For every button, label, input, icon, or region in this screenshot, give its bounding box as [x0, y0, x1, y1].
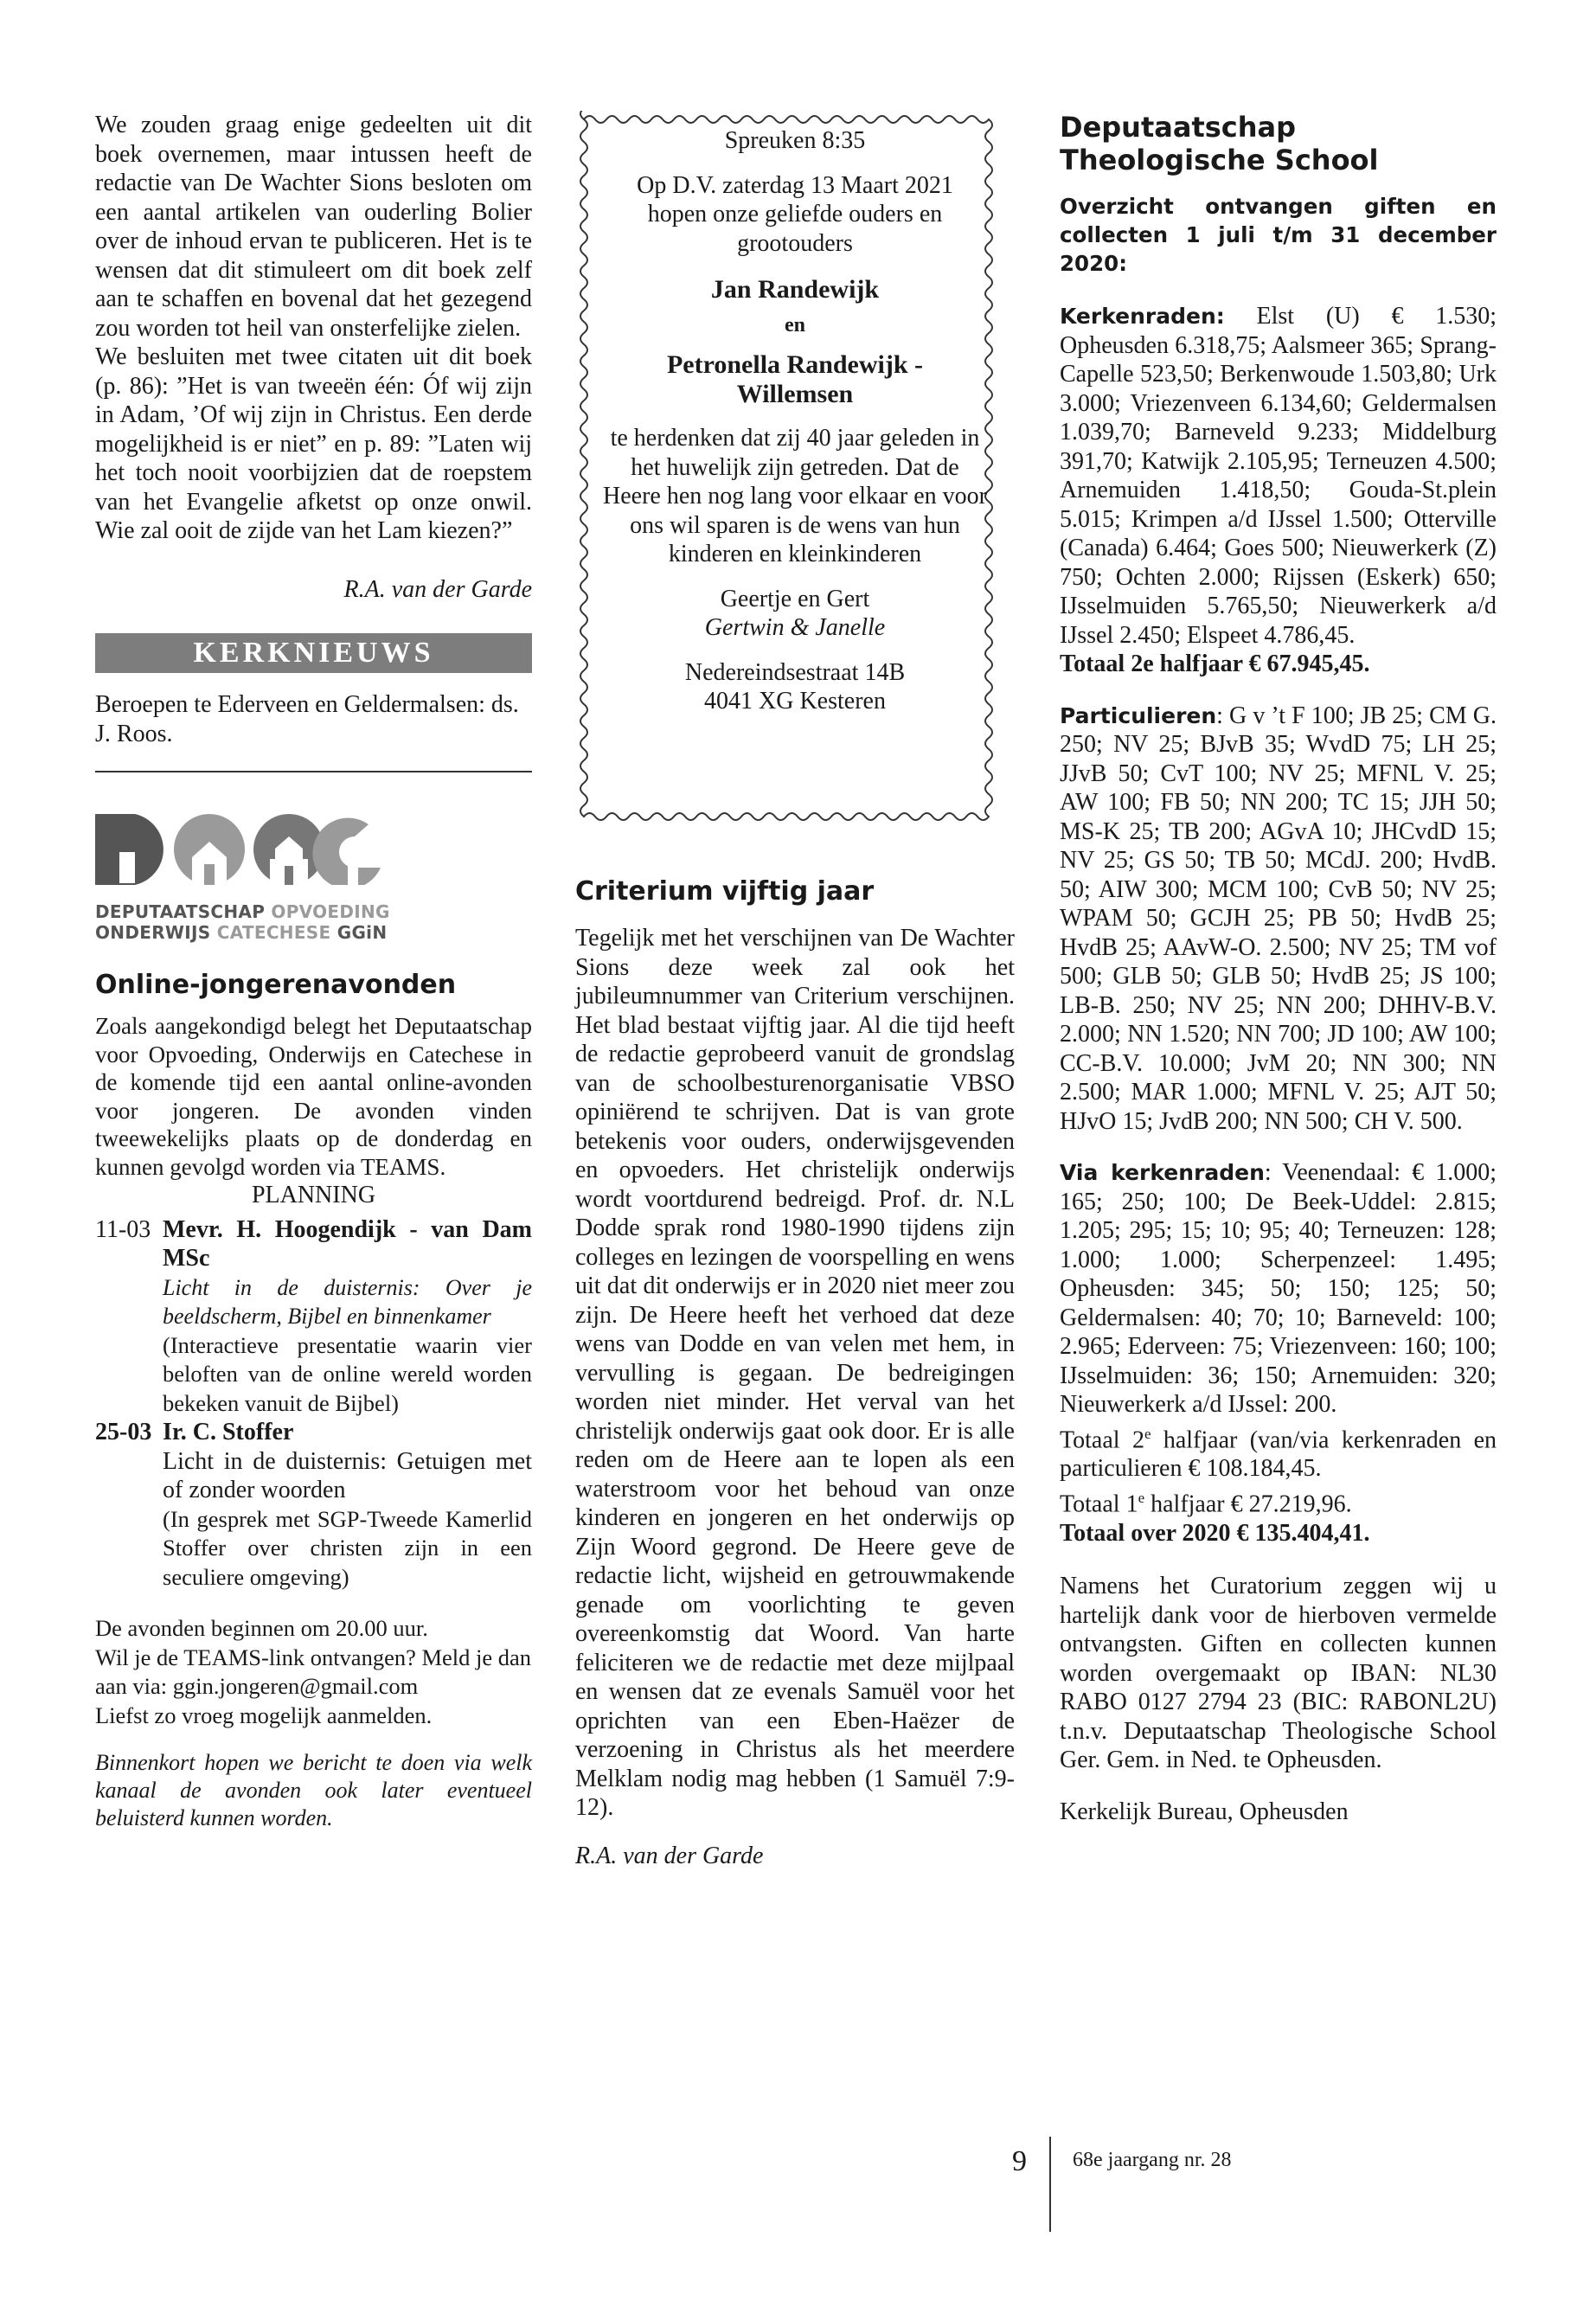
- planning-item: [95, 1215, 532, 1419]
- and-word: en: [785, 313, 805, 336]
- signup-info: Wil je de TEAMS-link ontvangen? Meld je dan aan via: ggin.jongeren@gmail.com: [95, 1644, 532, 1699]
- criterium-body: Tegelijk met het verschijnen van De Wachter Sions deze week zal ook het jubileumnummer van Criterium verschijnen. Het blad bestaat vijftig jaar. Al die tijd heeft de redactie geprobeerd vanuit de grondslag van de schoolbesturenorganisatie VBSO opiniërend te schrijven. Dat is van grote betekenis voor ouders, onderwijsgevenden en opvoeders. Het christelijk onderwijs wordt voortdurend bedreigd. Prof. dr. N.L Dodde sprak rond 1980-1990 tijdens zijn colleges en lezingen de voorspelling en wens uit dat dit onderwijs er in 2020 niet meer zou zijn. De Heere heeft het verhoed dat deze wens van Dodde en van velen met hem, in vervulling is gegaan. De bedreigingen worden niet minder. Het verval van het christelijk onderwijs gaat ook door. Er is alle reden om de Heere aan te lopen als een waterstroom voor het behoud van onze kinderen en jongeren en het onderwijs op Zijn Woord gegrond. De Heere geve de redactie licht, wijsheid en getrouwmakende genade om voorlichting te geven overeenkomstig dat Woord. Van harte feliciteren we de redactie met deze mijlpaal en wensen dat ze evenals Samuël voor het oprichten van een Eben-Haëzer de verzoening in Christus als het meerdere Melklam nodig mag hebben (1 Samuël 7:9-12).: [575, 925, 1015, 1821]
- signature: Kerkelijk Bureau, Opheusden: [1060, 1798, 1349, 1825]
- planning-speaker: Ir. C. Stoffer: [163, 1419, 294, 1445]
- criterium-author: R.A. van der Garde: [575, 1842, 764, 1869]
- online-title: Online-jongerenavonden: [95, 970, 457, 1000]
- start-time: De avonden beginnen om 20.00 uur.: [95, 1615, 428, 1641]
- deputaatschap-subtitle: Overzicht ontvangen giften en collecten 1 juli t/m 31 december 2020:: [1060, 194, 1497, 276]
- particulieren-label: Particulieren: [1060, 702, 1217, 728]
- kerknieuws-banner: KERKNIEUWS: [95, 633, 532, 673]
- divider: [95, 771, 532, 772]
- bible-verse: Spreuken 8:35: [724, 127, 866, 154]
- kerknieuws-text: Beroepen te Ederveen en Geldermalsen: ds. J. Roos.: [95, 691, 519, 747]
- logo-word: GGiN: [337, 922, 388, 943]
- book-review-quote: We besluiten met twee citaten uit dit boek (p. 86): ”Het is van tweeën één: Óf wij zijn in Adam, ’Of wij zijn in Christus. Een derde mogelijkheid is er niet” en p. 89: ”Laten wij het toch nooit voorbijzien dat de roepstem van het Evangelie afketst op onze onwil. Wie zal ooit de zijde van het Lam kiezen?”: [95, 343, 532, 544]
- via-kerkenraden-label: Via kerkenraden: [1060, 1160, 1265, 1185]
- volume-info: 68e jaargang nr. 28: [1073, 2149, 1232, 2171]
- criterium-title: Criterium vijftig jaar: [575, 876, 875, 907]
- kerkenraden-total: Totaal 2e halfjaar € 67.945,45.: [1060, 651, 1370, 677]
- superscript: e: [1144, 1425, 1151, 1442]
- kerkenraden-list: [1060, 302, 1497, 650]
- anniversary-date: Op D.V. zaterdag 13 Maart 2021 hopen onze geliefde ouders en grootouders: [637, 171, 953, 257]
- planning-label: PLANNING: [251, 1182, 376, 1208]
- column-right: [1060, 111, 1497, 1826]
- planning-description: (In gesprek met SGP-Tweede Kamerlid Stoffer over christen zijn in een seculiere omgeving): [163, 1505, 532, 1590]
- logo-word: DEPUTAATSCHAP: [95, 901, 266, 922]
- planning-item: [95, 1418, 532, 1592]
- page-number: 9: [1012, 2145, 1027, 2177]
- via-kerkenraden-list: [1060, 1158, 1497, 1420]
- address-city: 4041 XG Kesteren: [704, 688, 886, 715]
- name-husband: Jan Randewijk: [710, 275, 880, 304]
- start-info: [95, 1614, 532, 1730]
- kerkenraden-label: Kerkenraden:: [1060, 304, 1225, 329]
- total-text: halfjaar € 27.219,96.: [1144, 1490, 1352, 1518]
- total-text: Totaal 2: [1060, 1426, 1144, 1453]
- footer-divider: [1049, 2137, 1051, 2232]
- particulieren-text: : G v ’t F 100; JB 25; CM G. 250; NV 25; BJvB 35; WvdD 75; LH 25; JJvB 50; CvT 100; NV 25; MFNL V. 25; AW 100; FB 50; NN 200; TC 15; JJH 50; MS-K 25; TB 200; AGvA 10; JHCvdD 15; NV 25; GS 50; TB 50; MCdJ. 200; HvdB. 50; AIW 300; MCM 100; CvB 50; NV 25; WPAM 50; GCJH 25; PB 50; HvdB 25; HvdB 25; AAvW-O. 2.500; NV 25; TM vof 500; GLB 50; GLB 50; HvdB 25; JS 100; LB-B. 250; NV 25; NN 200; DHHV-B.V. 2.000; NN 1.520; NN 700; JD 100; AW 100; CC-B.V. 10.000; JvM 20; NN 300; NN 2.500; MAR 1.000; MFNL V. 25; AJT 50; HJvO 15; JvdB 200; NN 500; CH V. 500.: [1060, 702, 1497, 1135]
- planning-topic: Licht in de duisternis: Over je beeldscherm, Bijbel en binnenkamer: [163, 1274, 532, 1329]
- deputaatschap-title: Deputaatschap Theologische School: [1060, 111, 1379, 176]
- author-signature: R.A. van der Garde: [343, 575, 532, 603]
- anniversary-text: te herdenken dat zij 40 jaar geleden in het huwelijk zijn getreden. Dat de Heere hen nog lang voor elkaar en voor ons wil sparen is de wens van hun kinderen en kleinkinderen: [603, 425, 987, 567]
- planning-date: 25-03: [95, 1419, 152, 1445]
- online-body: Zoals aangekondigd belegt het Deputaatschap voor Opvoeding, Onderwijs en Catechese in de komende tijd een aantal online-avonden voor jongeren. De avonden vinden tweewekelijks plaats op de donderdag en kunnen gevolgd worden via TEAMS.: [95, 1013, 532, 1180]
- signup-advice: Liefst zo vroeg mogelijk aanmelden.: [95, 1702, 433, 1728]
- column-left: [95, 111, 532, 1832]
- total-text: Totaal 1: [1060, 1490, 1138, 1518]
- total-text: halfjaar (van/via kerkenraden en particulieren € 108.184,45.: [1060, 1426, 1497, 1483]
- total-first-half: [1060, 1484, 1497, 1519]
- logo-word: ONDERWIJS: [95, 922, 211, 943]
- total-year: Totaal over 2020 € 135.404,41.: [1060, 1519, 1370, 1547]
- total-second-half: [1060, 1420, 1497, 1484]
- planning-speaker: Mevr. H. Hoogendijk - van Dam MSc: [163, 1215, 532, 1272]
- anniversary-announcement: [575, 111, 1015, 856]
- doog-logo-icon: [95, 807, 389, 885]
- superscript: e: [1138, 1489, 1145, 1506]
- kerkenraden-text: Elst (U) € 1.530; Opheusden 6.318,75; Aalsmeer 365; Sprang-Capelle 523,50; Berkenwoude 1.503,80; Urk 3.000; Vriezenveen 6.134,60; Geldermalsen 1.039,70; Barneveld 9.233; Middelburg 391,70; Katwijk 2.105,95; Terneuzen 4.500; Arnemuiden 1.418,50; Gouda-St.plein 5.015; Krimpen a/d IJssel 1.500; Otterville (Canada) 6.464; Goes 500; Nieuwerkerk (Z) 750; Ochten 2.000; Rijssen (Eskerk) 650; IJsselmuiden 5.765,50; Nieuwerkerk a/d IJssel 2.450; Elspeet 4.786,45.: [1060, 303, 1497, 649]
- planning-date: 11-03: [95, 1215, 151, 1243]
- planning-description: (Interactieve presentatie waarin vier beloften van de online wereld worden bekeken vanuit de Bijbel): [163, 1331, 532, 1416]
- via-kerkenraden-text: : Veenendaal: € 1.000; 165; 250; 100; De Beek-Uddel: 2.815; 1.205; 295; 15; 10; 95; 40; Terneuzen: 128; 1.000; 1.000; Scherpenzeel: 1.495; Opheusden: 345; 50; 150; 125; 50; Geldermalsen: 40; 70; 10; Barneveld: 100; 2.965; Ederveen: 75; Vriezenveen: 160; 100; IJsselmuiden: 36; 150; Arnemuiden: 320; Nieuwerkerk a/d IJssel: 200.: [1060, 1159, 1497, 1418]
- grandchildren-names: Gertwin & Janelle: [704, 614, 886, 641]
- column-middle: [575, 111, 1015, 1870]
- doog-logo: [95, 807, 532, 943]
- name-wife: Petronella Randewijk - Willemsen: [666, 350, 924, 408]
- planning-topic: Licht in de duisternis: Getuigen met of zonder woorden: [163, 1447, 532, 1503]
- logo-word: OPVOEDING: [271, 901, 390, 922]
- book-review-intro: We zouden graag enige gedeelten uit dit boek overnemen, maar intussen heeft de redactie van De Wachter Sions besloten om een aantal artikelen van ouderling Bolier over de inhoud ervan te publiceren. Het is te wensen dat dit stimuleert om dit boek zelf aan te schaffen en bovenal dat het gezegend zou worden tot heil van onsterfelijke zielen.: [95, 112, 532, 342]
- closing-note: Binnenkort hopen we bericht te doen via welk kanaal de avonden ook later eventueel beluisterd kunnen worden.: [95, 1750, 532, 1830]
- thanks-text: Namens het Curatorium zeggen wij u hartelijk dank voor de hierboven vermelde ontvangsten. Giften en collecten kunnen worden overgemaakt op IBAN: NL30 RABO 0127 2794 23 (BIC: RABONL2U) t.n.v. Deputaatschap Theologische School Ger. Gem. in Ned. te Opheusden.: [1060, 1573, 1497, 1774]
- particulieren-list: [1060, 702, 1497, 1137]
- address-street: Nedereindsestraat 14B: [684, 658, 906, 686]
- logo-word: CATECHESE: [216, 922, 331, 943]
- children-names: Geertje en Gert: [720, 585, 870, 612]
